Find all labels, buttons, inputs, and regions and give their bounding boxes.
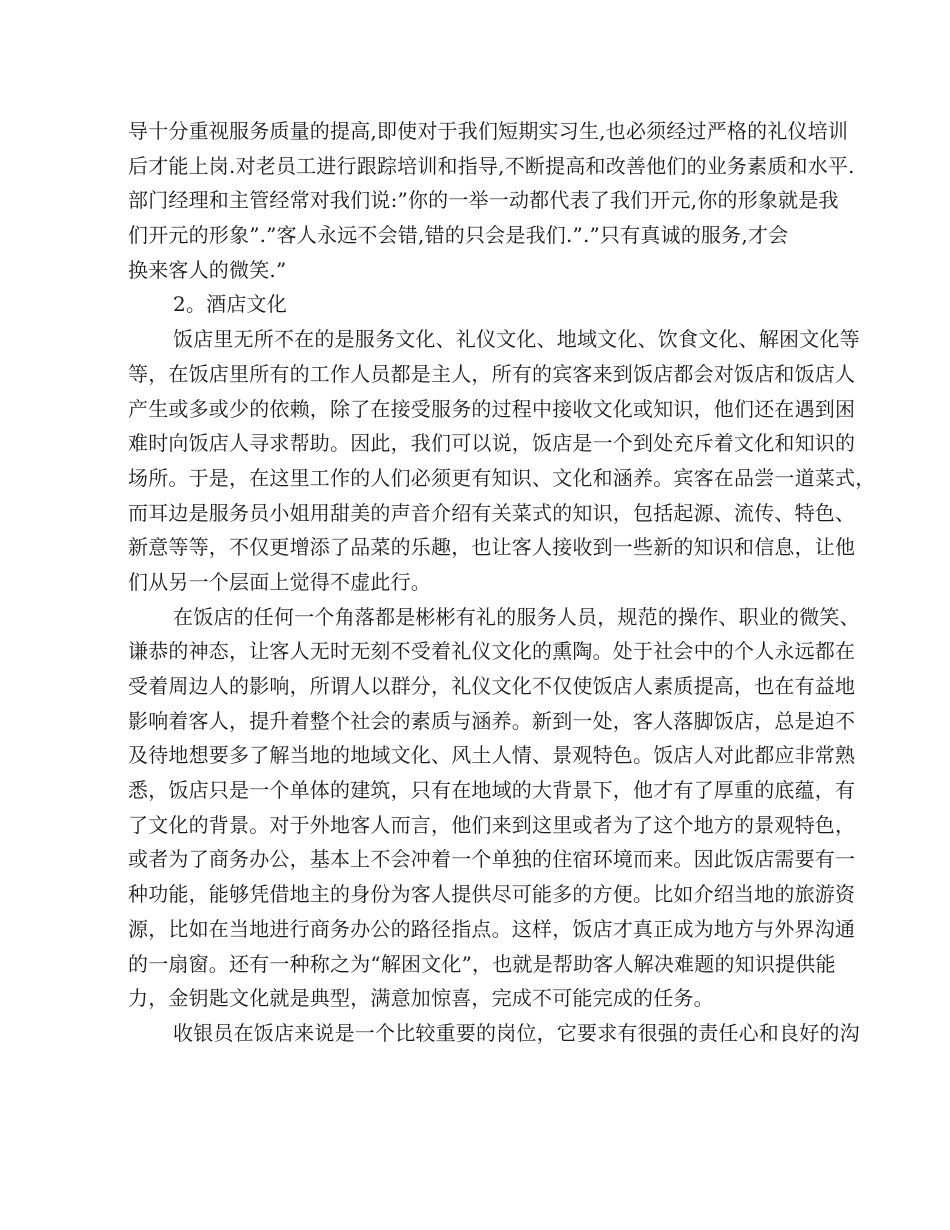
document-body [128, 114, 876, 1051]
text-line: 源，比如在当地进行商务办公的路径指点。这样，饭店才真正成为地方与外界沟通 [128, 916, 856, 941]
text-line: 收银员在饭店来说是一个比较重要的岗位，它要求有很强的责任心和良好的沟 [173, 1020, 860, 1045]
text-line: 2。酒店文化 [173, 292, 287, 317]
text-line: 后才能上岗.对老员工进行跟踪培训和指导,不断提高和改善他们的业务素质和水平. [128, 153, 855, 178]
text-line: 悉，饭店只是一个单体的建筑，只有在地域的大背景下，他才有了厚重的底蕴，有 [128, 778, 856, 803]
paragraph [128, 322, 876, 600]
text-line: 们从另一个层面上觉得不虚此行。 [128, 569, 431, 594]
text-line: 受着周边人的影响，所谓人以群分，礼仪文化不仅使饭店人素质提高，也在有益地 [128, 674, 856, 698]
paragraph [128, 114, 855, 287]
paragraph [128, 600, 860, 1016]
text-line: 在饭店的任何一个角落都是彬彬有礼的服务人员，规范的操作、职业的微笑、 [173, 604, 860, 629]
text-line: 等，在饭店里所有的工作人员都是主人，所有的宾客来到饭店都会对饭店和饭店人 [128, 361, 856, 386]
text-line: 了文化的背景。对于外地客人而言，他们来到这里或者为了这个地方的景观特色， [128, 812, 856, 837]
text-line: 难时向饭店人寻求帮助。因此，我们可以说，饭店是一个到处充斥着文化和知识的 [128, 431, 856, 456]
text-line: 谦恭的神态，让客人无时无刻不受着礼仪文化的熏陶。处于社会中的个人永远都在 [128, 639, 856, 664]
text-line: 而耳边是服务员小姐用甜美的声音介绍有关菜式的知识，包括起源、流传、特色、 [128, 500, 856, 525]
text-line: 场所。于是，在这里工作的人们必须更有知识、文化和涵养。宾客在品尝一道菜式， [128, 465, 876, 490]
text-line: 换来客人的微笑.” [128, 257, 287, 282]
text-line: 部门经理和主管经常对我们说:”你的一举一动都代表了我们开元,你的形象就是我 [128, 188, 839, 213]
text-line: 力，金钥匙文化就是典型，满意加惊喜，完成不可能完成的任务。 [128, 986, 714, 1011]
text-line: 们开元的形象”.”客人永远不会错,错的只会是我们.”.”只有真诚的服务,才会 [128, 223, 789, 248]
text-line: 新意等等，不仅更增添了品菜的乐趣，也让客人接收到一些新的知识和信息，让他 [128, 535, 856, 560]
text-line: 影响着客人，提升着整个社会的素质与涵养。新到一处，客人落脚饭店，总是迫不 [128, 708, 856, 733]
paragraph [128, 1016, 860, 1051]
text-line: 导十分重视服务质量的提高,即使对于我们短期实习生,也必须经过严格的礼仪培训 [128, 119, 849, 143]
text-line: 及待地想要多了解当地的地域文化、风土人情、景观特色。饭店人对此都应非常熟 [128, 743, 856, 768]
text-line: 饭店里无所不在的是服务文化、礼仪文化、地域文化、饮食文化、解困文化等 [173, 327, 860, 352]
text-line: 的一扇窗。还有一种称之为“解困文化”，也就是帮助客人解决难题的知识提供能 [128, 951, 836, 976]
text-line: 产生或多或少的依赖，除了在接受服务的过程中接收文化或知识，他们还在遇到困 [128, 396, 856, 421]
text-line: 种功能，能够凭借地主的身份为客人提供尽可能多的方便。比如介绍当地的旅游资 [128, 882, 856, 907]
paragraph [128, 287, 828, 322]
text-line: 或者为了商务办公，基本上不会冲着一个单独的住宿环境而来。因此饭店需要有一 [128, 847, 856, 872]
